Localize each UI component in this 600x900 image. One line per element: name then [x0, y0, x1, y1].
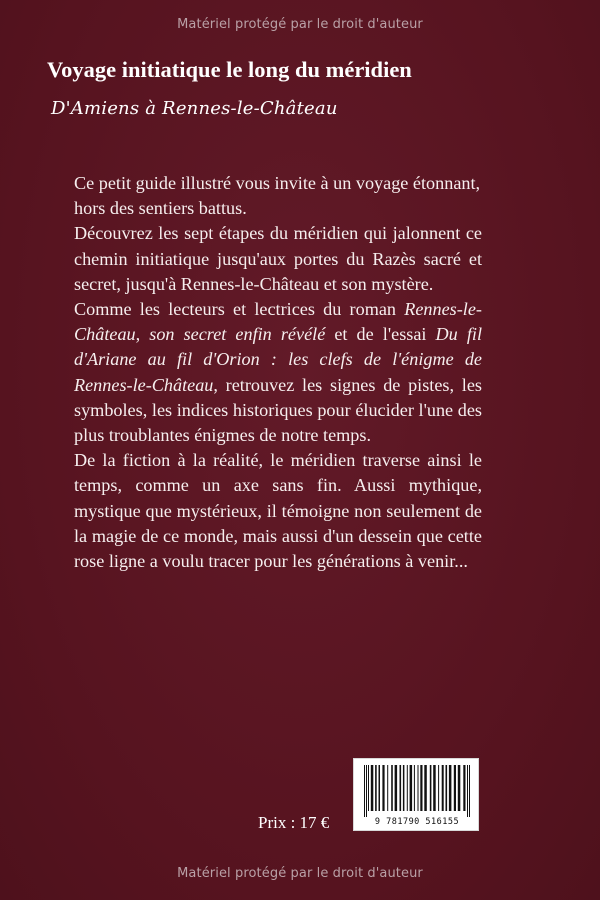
barcode-bar	[387, 765, 388, 811]
barcode-bar	[410, 765, 413, 811]
blurb-text: , retrouvez les signes de pistes, les symboles, les indices historiques pour élucider l'une des plus troublantes énigmes de notre temps.	[74, 374, 482, 446]
barcode-bar	[420, 765, 422, 811]
barcode-bar	[449, 765, 452, 811]
barcode-bar	[446, 765, 448, 811]
barcode-bar	[433, 765, 436, 811]
barcode-bar	[424, 765, 427, 811]
barcode-bar	[467, 765, 468, 817]
price-label: Prix : 17 €	[258, 813, 330, 832]
blurb-paragraph-readers	[74, 297, 482, 448]
novel-title: Rennes-le-Château, son secret enfin révélé	[74, 299, 482, 345]
blurb-text: Comme les lecteurs et lectrices du roman	[74, 299, 405, 320]
barcode-bar	[430, 765, 432, 811]
barcode-bar	[454, 765, 456, 811]
barcode-bar	[391, 765, 393, 811]
barcode-bar	[379, 765, 381, 811]
barcode-bar	[382, 765, 384, 811]
isbn-number: 9 781790 516155	[374, 817, 460, 827]
barcode-bars	[363, 765, 471, 817]
barcode-bar	[463, 765, 465, 811]
book-subtitle: D'Amiens à Rennes-le-Château	[51, 98, 338, 119]
blurb-paragraph-intro: Ce petit guide illustré vous invite à un voyage étonnant, hors des sentiers battus.	[74, 173, 481, 219]
isbn-barcode	[353, 758, 479, 831]
back-cover-blurb	[74, 171, 482, 574]
barcode-bar	[364, 765, 365, 817]
copyright-watermark-top: Matériel protégé par le droit d'auteur	[177, 17, 423, 32]
barcode-bar	[442, 765, 444, 811]
barcode-bar	[418, 765, 419, 811]
barcode-bar	[368, 765, 369, 811]
barcode-bar	[366, 765, 367, 817]
barcode-bar	[375, 765, 377, 811]
barcode-bar	[469, 765, 470, 817]
blurb-paragraph-meridian: De la fiction à la réalité, le méridien traverse ainsi le temps, comme un axe sans fin. Aussi mythique, mystique que mystérieux, il témoigne non seulement de la magie de ce monde, mais aussi d'un dessein que cette rose ligne a voulu tracer pour les générations à venir...	[74, 450, 482, 572]
barcode-bar	[395, 765, 398, 811]
blurb-text: et de l'essai	[325, 324, 436, 345]
barcode-bar	[400, 765, 402, 811]
blurb-paragraph-stages: Découvrez les sept étapes du méridien qui jalonnent ce chemin initiatique jusqu'aux portes du Razès sacré et secret, jusqu'à Rennes-le-Château et son mystère.	[74, 223, 482, 294]
barcode-bar	[371, 765, 374, 811]
barcode-bar	[458, 765, 461, 811]
copyright-watermark-bottom: Matériel protégé par le droit d'auteur	[177, 866, 423, 881]
book-title: Voyage initiatique le long du méridien	[47, 57, 412, 82]
barcode-bar	[407, 765, 408, 811]
essay-title: Du fil d'Ariane au fil d'Orion : les clefs de l'énigme de Rennes-le-Château	[74, 324, 483, 395]
barcode-bar	[414, 765, 415, 811]
barcode-bar	[438, 765, 439, 811]
barcode-bar	[403, 765, 405, 811]
